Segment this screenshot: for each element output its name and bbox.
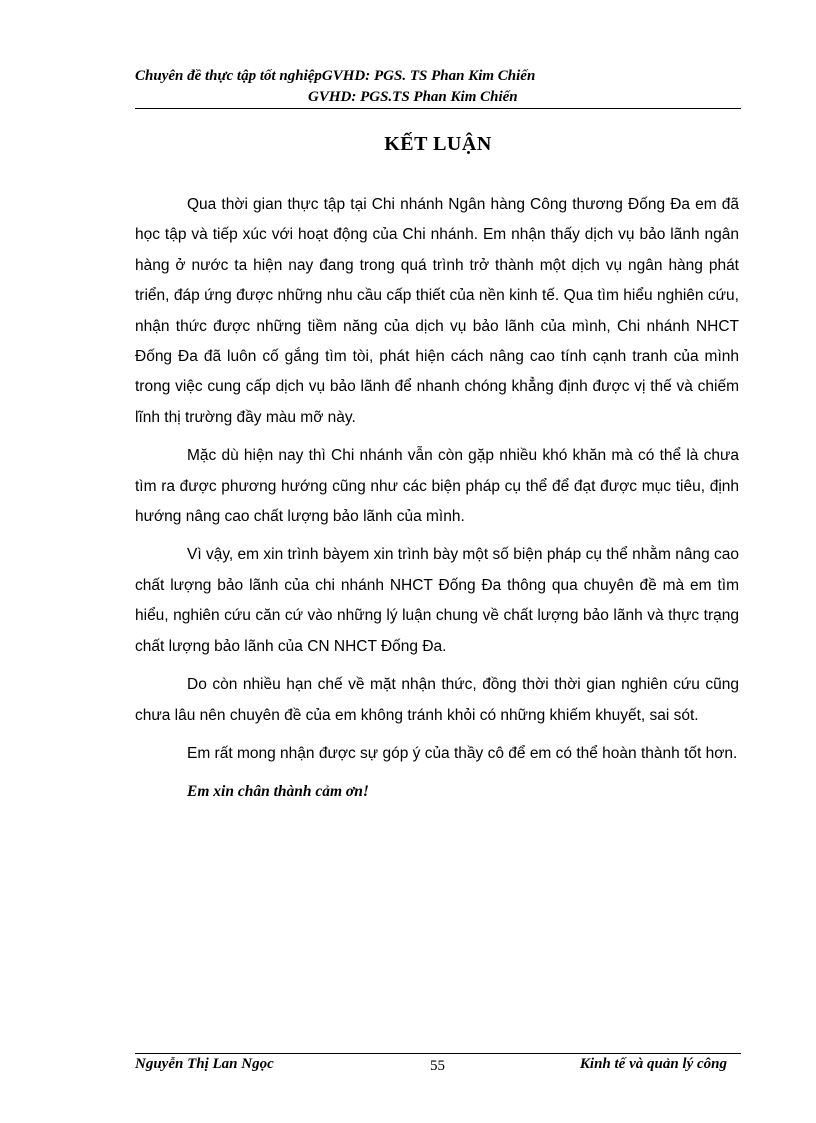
footer-department: Kinh tế và quản lý công <box>579 1056 727 1072</box>
paragraph-3: Vì vậy, em xin trình bàyem xin trình bày một số biện pháp cụ thể nhằm nâng cao chất lượng bảo lãnh của chi nhánh NHCT Đống Đa thông qua chuyên đề mà em tìm hiểu, nghiên cứu căn cứ vào những lý luận chung về chất lượng bảo lãnh và thực trạng chất lượng bảo lãnh của CN NHCT Đống Đa. <box>135 546 739 655</box>
page-header <box>135 66 741 108</box>
paragraph-2: Mặc dù hiện nay thì Chi nhánh vẫn còn gặp nhiều khó khăn mà có thể là chưa tìm ra được phương hướng cũng như các biện pháp cụ thể để đạt được mục tiêu, định hướng nâng cao chất lượng bảo lãnh của mình. <box>135 447 739 526</box>
closing-line: Em xin chân thành cảm ơn! <box>187 783 369 801</box>
page-footer <box>135 1056 741 1080</box>
header-divider <box>135 108 741 109</box>
page-number: 55 <box>430 1058 445 1074</box>
header-line-1: Chuyên đề thực tập tốt nghiệpGVHD: PGS. TS Phan Kim Chiến <box>135 68 536 84</box>
paragraph-5: Em rất mong nhận được sự góp ý của thầy cô để em có thể hoàn thành tốt hơn. <box>187 744 738 762</box>
page-title: KẾT LUẬN <box>384 133 492 155</box>
footer-divider <box>135 1053 741 1054</box>
footer-author: Nguyễn Thị Lan Ngọc <box>135 1056 274 1072</box>
paragraph-1: Qua thời gian thực tập tại Chi nhánh Ngân hàng Công thương Đống Đa em đã học tập và tiếp xúc với hoạt động của Chi nhánh. Em nhận thấy dịch vụ bảo lãnh ngân hàng ở nước ta hiện nay đang trong quá trình trở thành một dịch vụ ngân hàng phát triển, đáp ứng được những nhu cầu cấp thiết của nền kinh tế. Qua tìm hiểu nghiên cứu, nhận thức được những tiềm năng của dịch vụ bảo lãnh của mình, Chi nhánh NHCT Đống Đa đã luôn cố gắng tìm tòi, phát hiện cách nâng cao tính cạnh tranh của mình trong việc cung cấp dịch vụ bảo lãnh để nhanh chóng khẳng định được vị thế và chiếm lĩnh thị trường đầy màu mỡ này. <box>135 196 739 426</box>
body-text <box>135 190 739 816</box>
paragraph-4: Do còn nhiều hạn chế về mặt nhận thức, đồng thời thời gian nghiên cứu cũng chưa lâu nên chuyên đề của em không tránh khỏi có những khiếm khuyết, sai sót. <box>135 676 739 724</box>
header-line-2: GVHD: PGS.TS Phan Kim Chiến <box>308 89 518 105</box>
